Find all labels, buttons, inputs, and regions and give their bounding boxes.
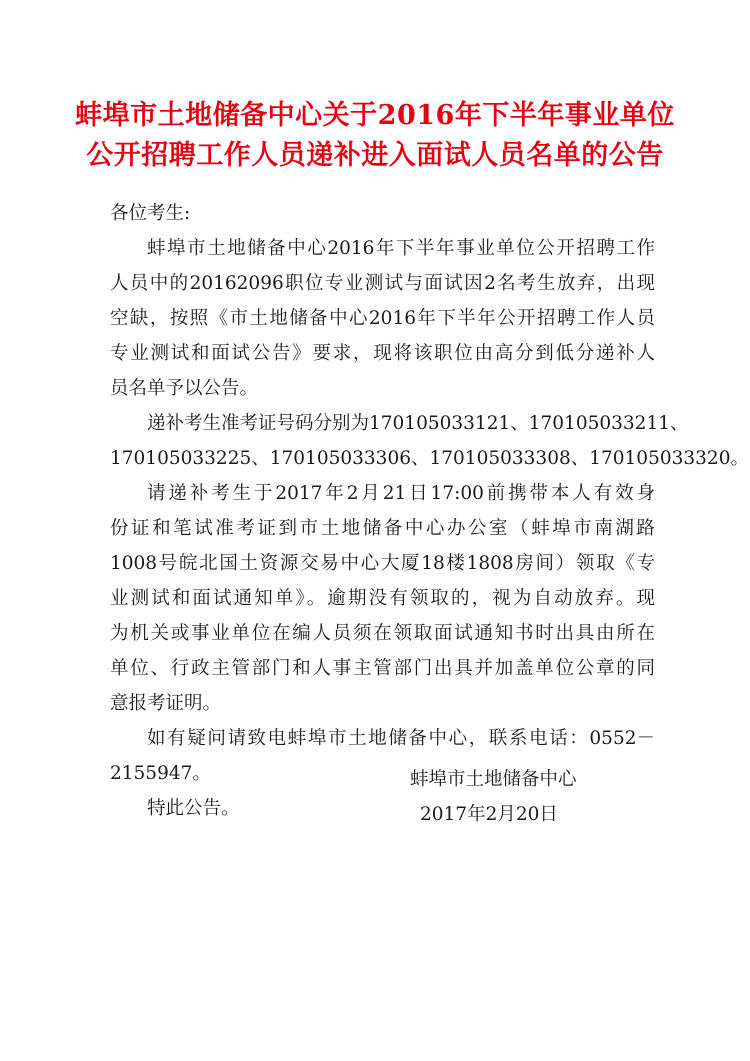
paragraph-3-line-1: 请递补考生于2017年2月21日17:00前携带本人有效身 [147,483,655,504]
paragraph-3-line-6: 单位、行政主管部门和人事主管部门出具并加盖单位公章的同 [110,658,655,679]
paragraph-4-line-1: 如有疑问请致电蚌埠市土地储备中心，联系电话：0552－ [147,728,655,749]
paragraph-3-line-7: 意报考证明。 [110,693,222,714]
closing-line: 特此公告。 [147,798,240,819]
paragraph-1-line-5: 员名单予以公告。 [110,378,259,399]
document-body [110,196,749,826]
paragraph-2-line-2: 170105033225、170105033306、170105033308、170105033320。 [110,448,749,469]
paragraph-1-line-1: 蚌埠市土地储备中心2016年下半年事业单位公开招聘工作 [147,238,655,259]
paragraph-4-line-2: 2155947。 [110,763,211,784]
paragraph-1-line-3: 空缺，按照《市土地储备中心2016年下半年公开招聘工作人员 [110,308,655,329]
paragraph-3-line-2: 份证和笔试准考证到市土地储备中心办公室（蚌埠市南湖路 [110,518,655,539]
paragraph-2-line-1: 递补考生准考证号码分别为170105033121、170105033211、 [147,413,689,434]
paragraph-1-line-2: 人员中的20162096职位专业测试与面试因2名考生放弃，出现 [110,273,655,294]
paragraph-3-line-5: 为机关或事业单位在编人员须在领取面试通知书时出具由所在 [110,623,655,644]
signature-organization: 蚌埠市土地储备中心 [410,769,577,790]
signature-date: 2017年2月20日 [420,804,558,825]
paragraph-3-line-4: 业测试和面试通知单》。逾期没有领取的，视为自动放弃。现 [110,588,655,609]
salutation: 各位考生: [110,203,191,224]
paragraph-1-line-4: 专业测试和面试公告》要求，现将该职位由高分到低分递补人 [110,343,655,364]
document-title-line-1: 蚌埠市土地储备中心关于2016年下半年事业单位 [75,100,675,131]
document-title-line-2: 公开招聘工作人员递补进入面试人员名单的公告 [86,140,664,171]
paragraph-3-line-3: 1008号皖北国土资源交易中心大厦18楼1808房间）领取《专 [110,553,655,574]
